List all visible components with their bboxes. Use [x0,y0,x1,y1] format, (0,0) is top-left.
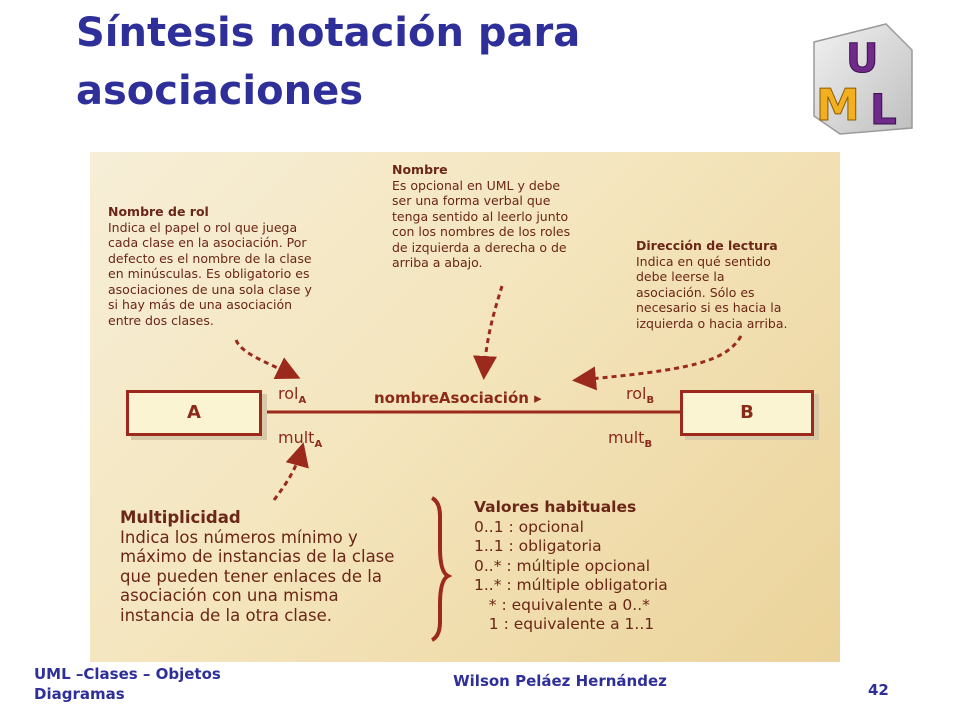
class-box-a: A [126,390,262,436]
footer-course-line2: Diagramas [34,685,125,703]
note-rol-title: Nombre de rol [108,204,209,219]
mult-a-subscript: A [314,439,323,451]
note-multiplicidad-title: Multiplicidad [120,508,241,527]
logo-letter-u: U [846,36,879,82]
page-number: 42 [868,681,889,699]
values-item: 1..* : múltiple obligatoria [474,576,668,594]
values-item: 1..1 : obligatoria [474,537,602,555]
rol-b-subscript: B [646,395,655,407]
logo-letter-l: L [870,85,897,134]
association-notation-figure [90,152,840,662]
uml-logo [808,20,918,138]
slide-title: Síntesis notación para asociaciones [76,10,581,114]
class-box-b: B [680,390,814,436]
values-list [474,498,668,635]
association-name-label [374,388,542,408]
mult-b-label [608,428,652,455]
footer-course-line1: UML –Clases – Objetos [34,665,221,683]
association-name-text: nombreAsociación [374,389,529,407]
rol-a-text: rol [278,384,299,403]
note-multiplicidad [120,508,394,625]
arrow-direccion [578,336,741,380]
arrow-multiplicidad [274,448,302,500]
footer-course [34,664,221,704]
rol-a-subscript: A [298,395,307,407]
values-item: 0..* : múltiple opcional [474,556,651,575]
rol-b-label [626,384,654,411]
mult-b-text: mult [608,428,645,447]
note-direccion-body: Indica en qué sentido debe leerse la asociación. Sólo es necesario si es hacia la izquierda o hacia arriba. [636,253,788,331]
values-title: Valores habituales [474,498,637,516]
arrow-nombre [484,286,502,374]
values-item: 0..1 : opcional [474,517,584,536]
values-item: 1 : equivalente a 1..1 [474,615,655,633]
arrow-rol [236,340,295,376]
mult-b-subscript: B [644,439,653,451]
mult-a-text: mult [278,428,315,447]
note-multiplicidad-body: Indica los números mínimo y máximo de instancias de la clase que pueden tener enlaces de la asociación con una misma instancia de la otra clase. [120,527,395,625]
rol-a-label [278,384,306,411]
note-nombre [392,162,570,271]
reading-direction-icon: ▸ [534,389,542,407]
values-brace [432,498,448,640]
mult-a-label [278,428,322,455]
note-nombre-title: Nombre [392,162,448,177]
rol-b-text: rol [626,384,647,403]
note-rol-body: Indica el papel o rol que juega cada clase en la asociación. Por defecto es el nombre de la clase en minúsculas. Es obligatorio es asociaciones de una sola clase y si hay más de una asociación entre dos clases. [108,219,312,328]
note-nombre-body: Es opcional en UML y debe ser una forma verbal que tenga sentido al leerlo junto con los nombres de los roles de izquierda a derecha o de arriba a abajo. [392,177,571,270]
note-direccion [636,238,787,331]
values-item: * : equivalente a 0..* [474,595,650,614]
note-rol [108,204,312,328]
note-direccion-title: Dirección de lectura [636,238,778,253]
footer-author: Wilson Peláez Hernández [453,672,667,690]
logo-letter-m: M [816,80,860,131]
